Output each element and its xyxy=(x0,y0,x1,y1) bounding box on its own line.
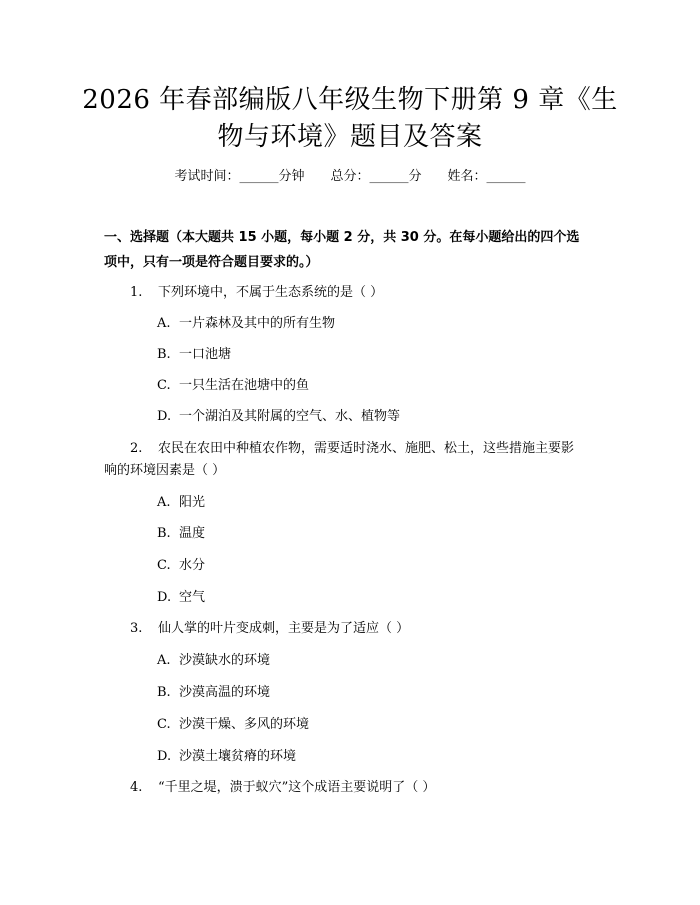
option-text: 沙漠干燥、多风的环境 xyxy=(179,717,310,732)
question-3-option-b xyxy=(157,684,597,702)
option-text: 空气 xyxy=(179,590,206,605)
question-text: 下列环境中，不属于生态系统的是（ ） xyxy=(158,285,384,300)
question-1-option-a xyxy=(157,315,597,333)
exam-time-field: 考试时间：______分钟 xyxy=(174,169,305,184)
option-letter: B. xyxy=(157,347,171,362)
option-text: 沙漠高温的环境 xyxy=(179,685,271,700)
question-number: 4. xyxy=(130,780,143,795)
page-title-line-2: 物与环境》题目及答案 xyxy=(217,122,483,152)
option-text: 沙漠土壤贫瘠的环境 xyxy=(179,749,297,764)
option-letter: D. xyxy=(157,749,172,764)
question-2-option-d xyxy=(157,589,597,607)
section-heading-line-1: 一、选择题（本大题共 15 小题，每小题 2 分，共 30 分。在每小题给出的四个选 xyxy=(104,230,580,245)
question-2-option-b xyxy=(157,525,597,543)
option-letter: B. xyxy=(157,685,171,700)
option-letter: B. xyxy=(157,526,171,541)
option-text: 一口池塘 xyxy=(179,347,232,362)
question-text: 仙人掌的叶片变成刺，主要是为了适应（ ） xyxy=(158,621,410,636)
question-text: “千里之堤，溃于蚁穴”这个成语主要说明了（ ） xyxy=(158,780,436,795)
option-letter: C. xyxy=(157,717,171,732)
option-text: 沙漠缺水的环境 xyxy=(179,653,271,668)
option-text: 一个湖泊及其附属的空气、水、植物等 xyxy=(179,409,401,424)
option-letter: A. xyxy=(157,653,171,668)
student-name-field: 姓名：______ xyxy=(447,169,526,184)
question-3-option-a xyxy=(157,652,597,670)
question-3-option-c xyxy=(157,716,597,734)
question-3-option-d xyxy=(157,748,597,766)
question-4 xyxy=(104,779,604,797)
question-2-option-a xyxy=(157,494,597,512)
option-letter: C. xyxy=(157,378,171,393)
option-text: 阳光 xyxy=(179,495,206,510)
question-1-option-d xyxy=(157,408,597,426)
option-text: 一只生活在池塘中的鱼 xyxy=(179,378,310,393)
question-2-option-c xyxy=(157,557,597,575)
option-letter: D. xyxy=(157,590,172,605)
question-number: 3. xyxy=(130,621,143,636)
question-1-option-b xyxy=(157,346,597,364)
question-3 xyxy=(104,620,604,638)
section-heading-line-2: 项中，只有一项是符合题目要求的。） xyxy=(104,255,319,270)
exam-info-line xyxy=(0,168,700,186)
question-number: 1. xyxy=(130,285,143,300)
option-letter: C. xyxy=(157,558,171,573)
option-letter: D. xyxy=(157,409,172,424)
question-text: 农民在农田中种植农作物，需要适时浇水、施肥、松土，这些措施主要影 xyxy=(158,441,575,456)
question-number: 2. xyxy=(130,441,143,456)
option-letter: A. xyxy=(157,495,171,510)
option-text: 温度 xyxy=(179,526,206,541)
question-1-option-c xyxy=(157,377,597,395)
total-score-field: 总分：______分 xyxy=(330,169,422,184)
question-2-continuation: 响的环境因素是（ ） xyxy=(104,463,226,478)
option-text: 一片森林及其中的所有生物 xyxy=(179,316,336,331)
question-2 xyxy=(104,440,604,458)
option-letter: A. xyxy=(157,316,171,331)
question-1 xyxy=(104,284,604,302)
option-text: 水分 xyxy=(179,558,206,573)
page-title-line-1: 2026 年春部编版八年级生物下册第 9 章《生 xyxy=(82,85,618,115)
